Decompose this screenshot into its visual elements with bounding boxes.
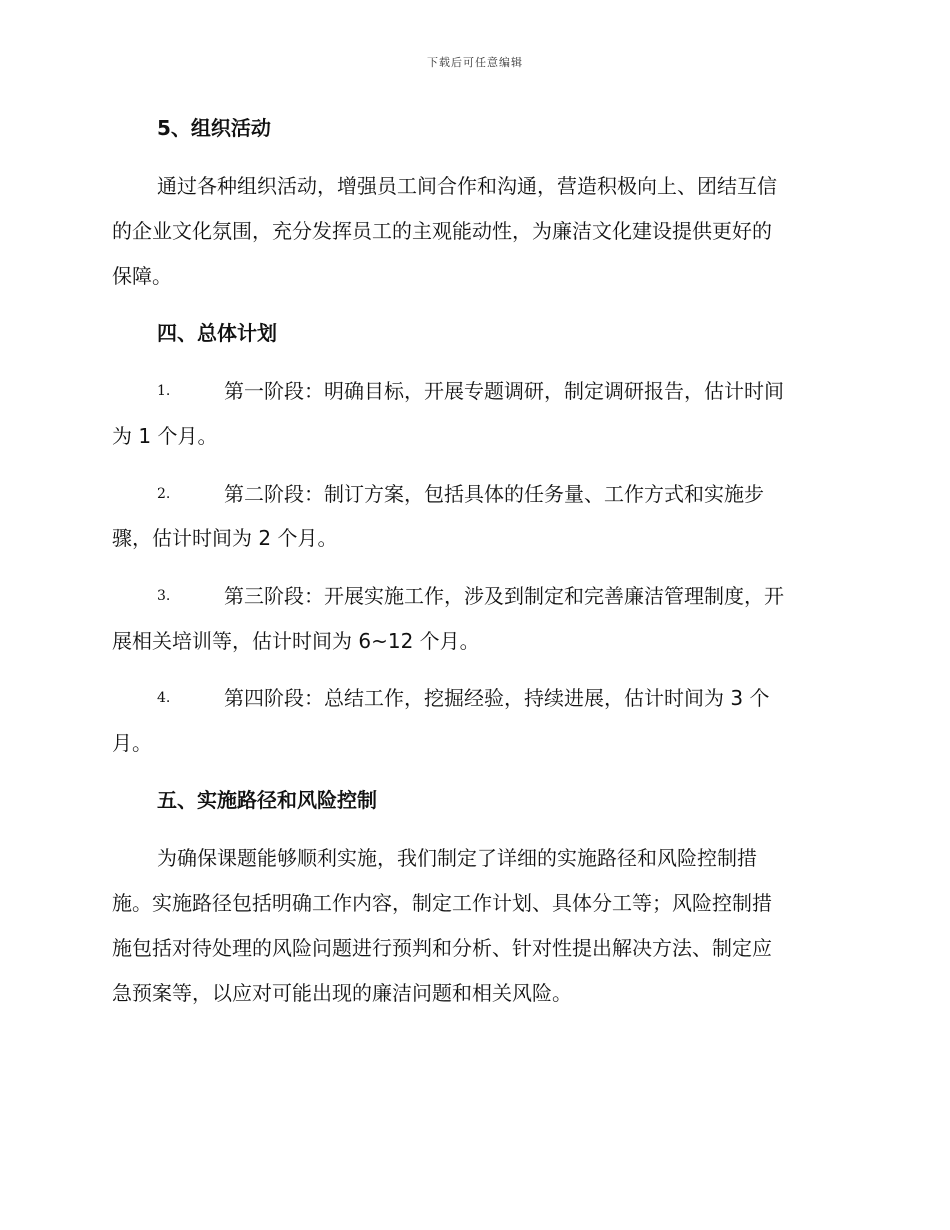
paragraph-line: 施包括对待处理的风险问题进行预判和分析、针对性提出解决方法、制定应 [112, 936, 772, 960]
paragraph-line: 施。实施路径包括明确工作内容，制定工作计划、具体分工等；风险控制措 [112, 891, 772, 915]
paragraph-line: 的企业文化氛围，充分发挥员工的主观能动性，为廉洁文化建设提供更好的 [112, 219, 772, 243]
list-item-number: 3. [157, 588, 171, 604]
paragraph-line: 为确保课题能够顺利实施，我们制定了详细的实施路径和风险控制措 [157, 846, 757, 870]
paragraph-line: 保障。 [112, 264, 172, 288]
paragraph-line: 急预案等，以应对可能出现的廉洁问题和相关风险。 [112, 981, 572, 1005]
list-item-text: 第一阶段：明确目标，开展专题调研，制定调研报告，估计时间 [224, 379, 784, 403]
list-item-continuation: 月。 [112, 731, 152, 755]
list-item-continuation: 骤，估计时间为 2 个月。 [112, 526, 338, 550]
list-item-continuation: 为 1 个月。 [112, 424, 218, 448]
list-item-number: 2. [157, 486, 171, 502]
list-item-text: 第四阶段：总结工作，挖掘经验，持续进展，估计时间为 3 个 [224, 686, 770, 710]
section-heading-implementation-risk: 五、实施路径和风险控制 [157, 788, 377, 812]
section-heading-organize-activities: 5、组织活动 [157, 116, 271, 140]
list-item-continuation: 展相关培训等，估计时间为 6~12 个月。 [112, 629, 480, 653]
list-item-text: 第二阶段：制订方案，包括具体的任务量、工作方式和实施步 [224, 482, 764, 506]
section-heading-overall-plan: 四、总体计划 [157, 321, 277, 345]
list-item-number: 4. [157, 690, 171, 706]
page-header-note: 下载后可任意编辑 [427, 56, 523, 69]
list-item-text: 第三阶段：开展实施工作，涉及到制定和完善廉洁管理制度，开 [224, 584, 784, 608]
list-item-number: 1. [157, 383, 171, 399]
paragraph-line: 通过各种组织活动，增强员工间合作和沟通，营造积极向上、团结互信 [157, 174, 777, 198]
